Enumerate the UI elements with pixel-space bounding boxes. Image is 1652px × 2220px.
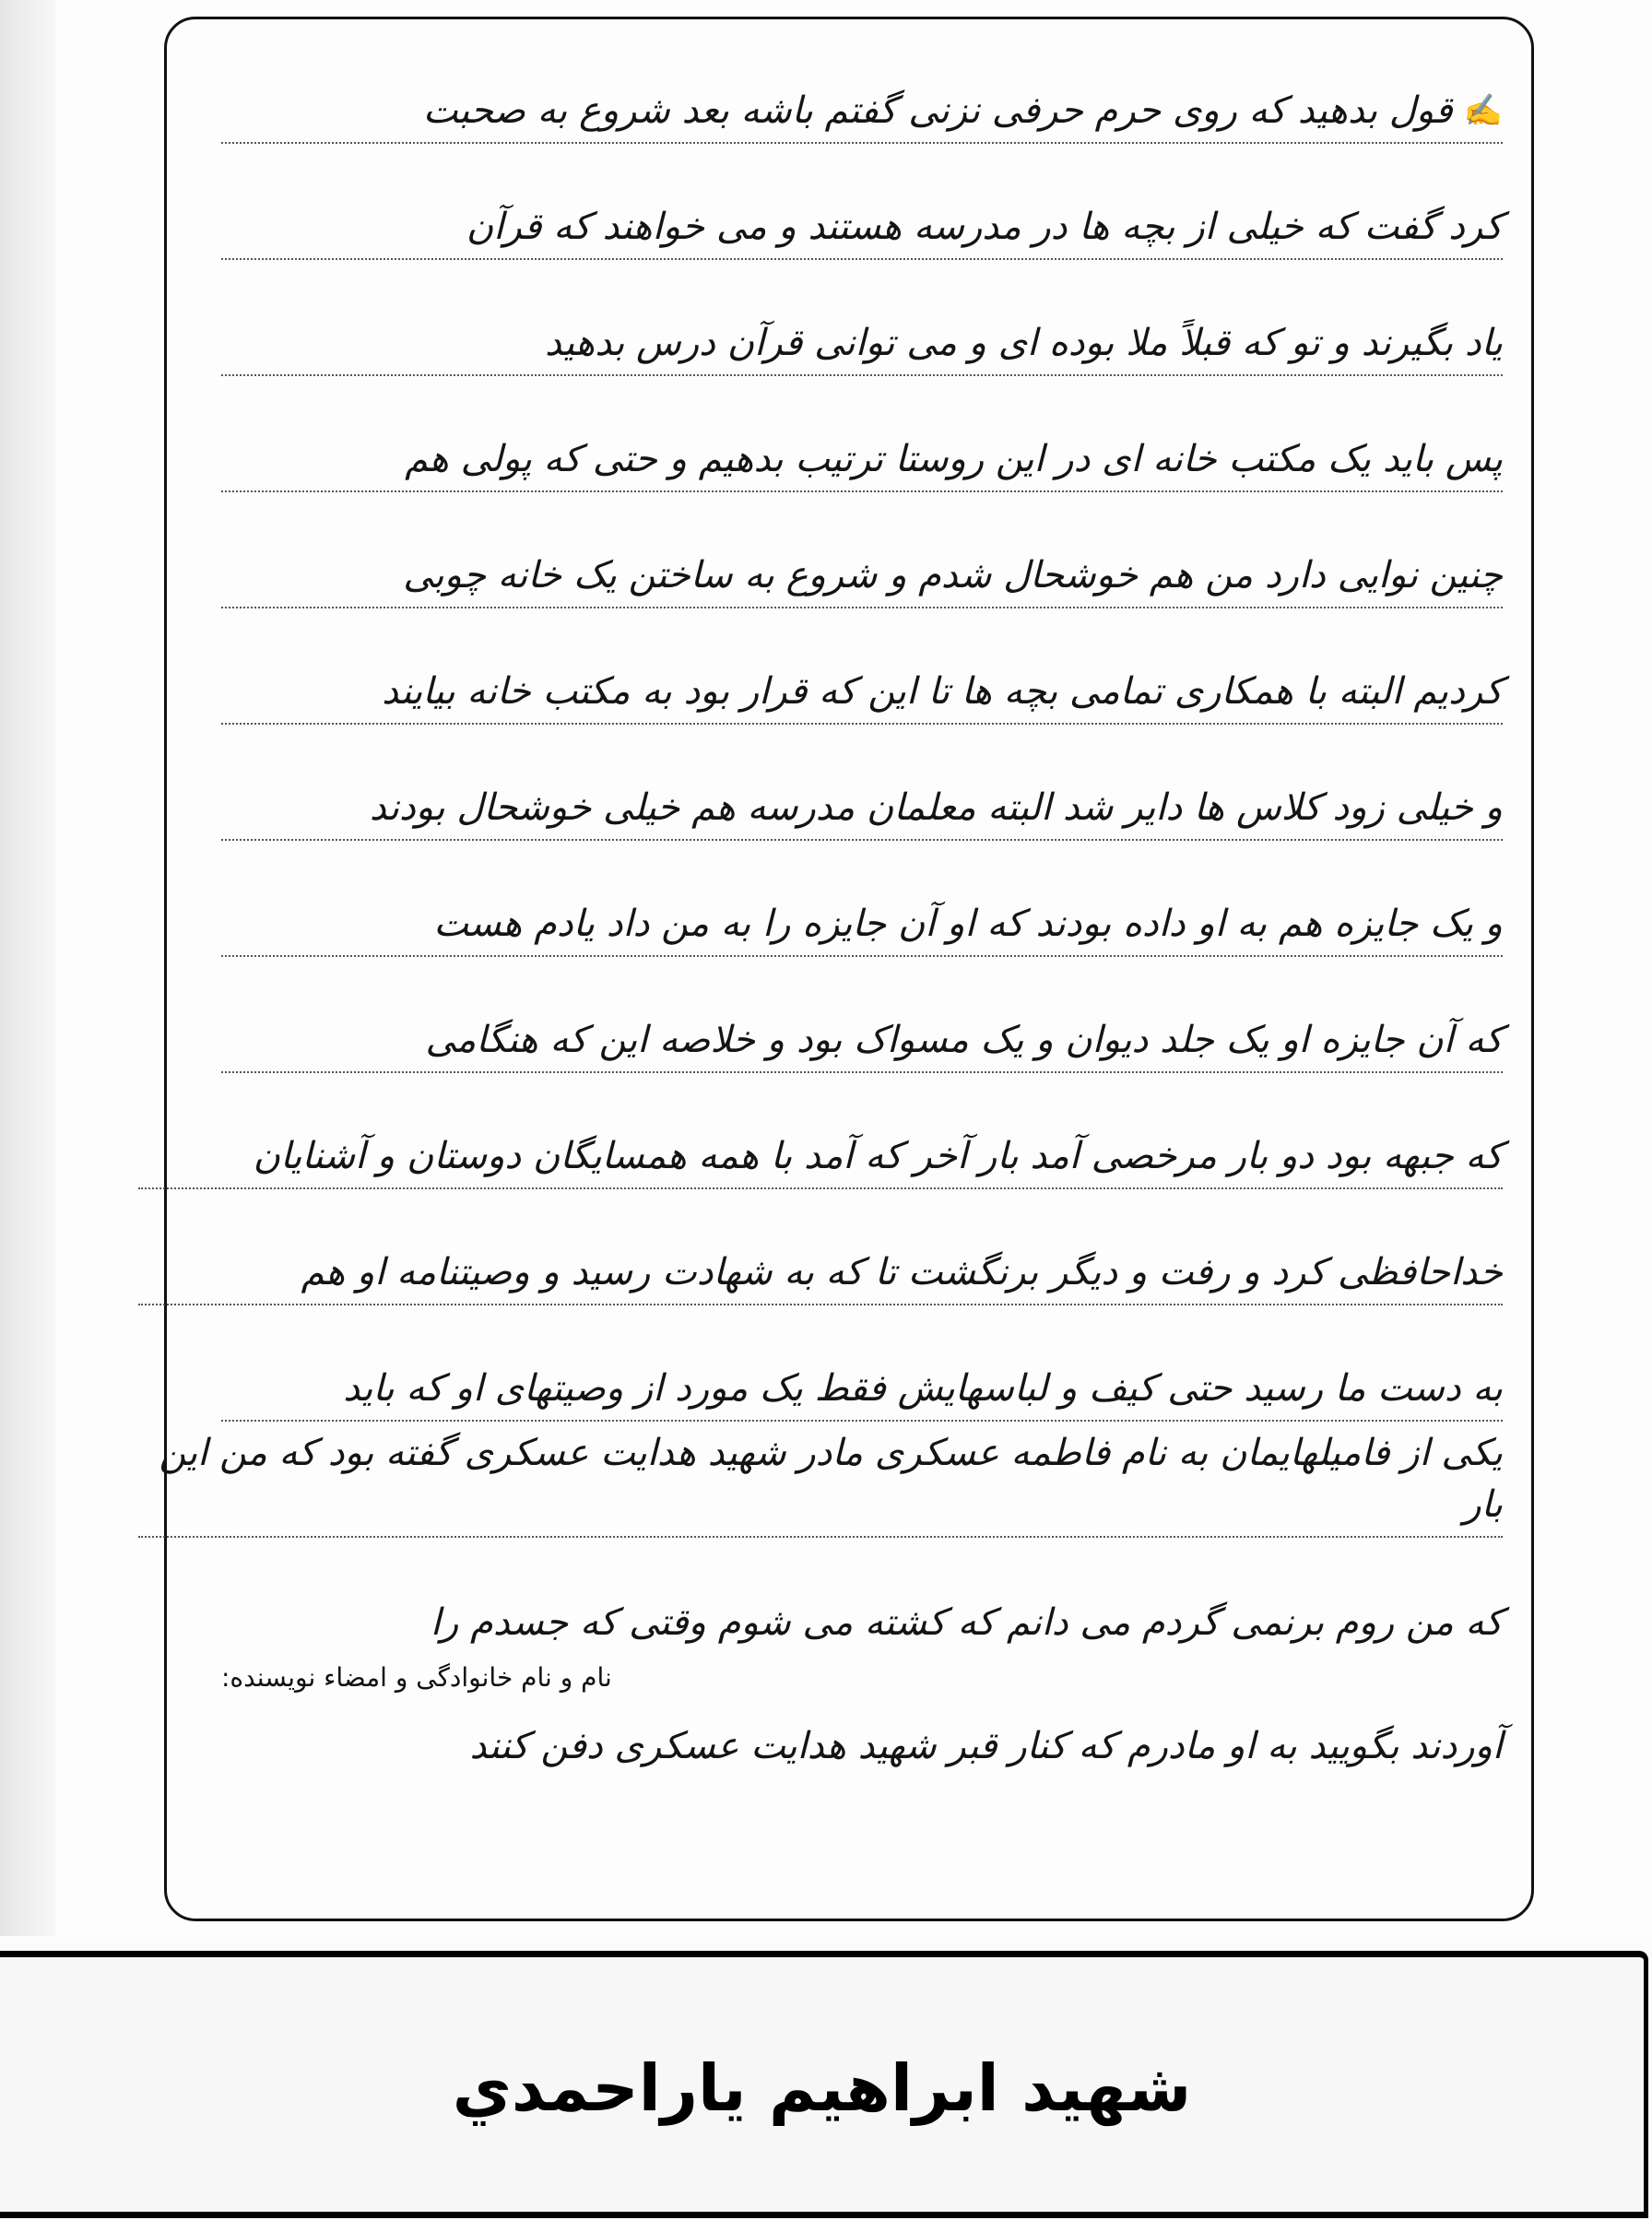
letter-line-text: قول بدهید که روی حرم حرفی نزنی گفتم باشه بعد شروع به صحبت <box>422 89 1453 132</box>
letter-line-text: که من روم برنمی گردم می دانم که کشته می شوم وقتی که جسدم را <box>430 1601 1503 1644</box>
letter-line <box>138 1189 1503 1305</box>
letter-line <box>221 376 1503 492</box>
letter-line <box>221 608 1503 725</box>
letter-line <box>138 1695 1503 1777</box>
letter-body <box>0 28 1652 1777</box>
caption-box <box>0 1951 1648 2218</box>
letter-line-text: یکی از فامیلهایمان به نام فاطمه عسکری مادر شهید هدایت عسکری گفته بود که من این بار <box>159 1432 1503 1526</box>
letter-line <box>221 1305 1503 1422</box>
letter-line <box>221 725 1503 841</box>
letter-line-text: به دست ما رسید حتی کیف و لباسهایش فقط یک مورد از وصیتهای او که باید <box>343 1367 1503 1410</box>
letter-line <box>221 957 1503 1073</box>
letter-line-text: چنین نوایی دارد من هم خوشحال شدم و شروع به ساختن یک خانه چوبی <box>403 554 1503 596</box>
letter-line-text: خداحافظی کرد و رفت و دیگر برنگشت تا که به شهادت رسید و وصیتنامه او هم <box>301 1251 1503 1293</box>
letter-line-text: و یک جایزه هم به او داده بودند که او آن جایزه را به من داد یادم هست <box>433 903 1503 945</box>
letter-line-text: که آن جایزه او یک جلد دیوان و یک مسواک بود و خلاصه این که هنگامی <box>425 1019 1503 1061</box>
letter-line-text: کرد گفت که خیلی از بچه ها در مدرسه هستند و می خواهند که قرآن <box>466 206 1503 248</box>
letter-line <box>138 1073 1503 1189</box>
letter-line-text: کردیم البته با همکاری تمامی بچه ها تا این که قرار بود به مکتب خانه بیایند <box>382 670 1503 713</box>
martyr-name-caption: شهید ابراهیم یاراحمدي <box>452 2050 1192 2126</box>
letter-line <box>221 260 1503 376</box>
letter-line-text: پس باید یک مکتب خانه ای در این روستا ترتیب بدهیم و حتی که پولی هم <box>405 438 1503 480</box>
letter-line-text: آوردند بگویید به او مادرم که کنار قبر شهید هدایت عسکری دفن کنند <box>469 1725 1503 1767</box>
letter-line <box>221 144 1503 260</box>
letter-line-text: و خیلی زود کلاس ها دایر شد البته معلمان مدرسه هم خیلی خوشحال بودند <box>369 786 1503 829</box>
letter-line <box>221 28 1503 144</box>
letter-line <box>221 492 1503 608</box>
signature-label: نام و نام خانوادگی و امضاء نویسنده: <box>221 1662 612 1693</box>
signature-row <box>221 1661 1503 1695</box>
letter-line-text: که جبهه بود دو بار مرخصی آمد بار آخر که آمد با همه همسایگان دوستان و آشنایان <box>253 1135 1503 1177</box>
letter-line <box>221 841 1503 957</box>
pen-icon: ✍ <box>1463 92 1503 129</box>
letter-line <box>138 1422 1503 1538</box>
letter-line-text: یاد بگیرند و تو که قبلاً ملا بوده ای و می توانی قرآن درس بدهید <box>545 322 1503 364</box>
letter-line <box>138 1538 1503 1654</box>
